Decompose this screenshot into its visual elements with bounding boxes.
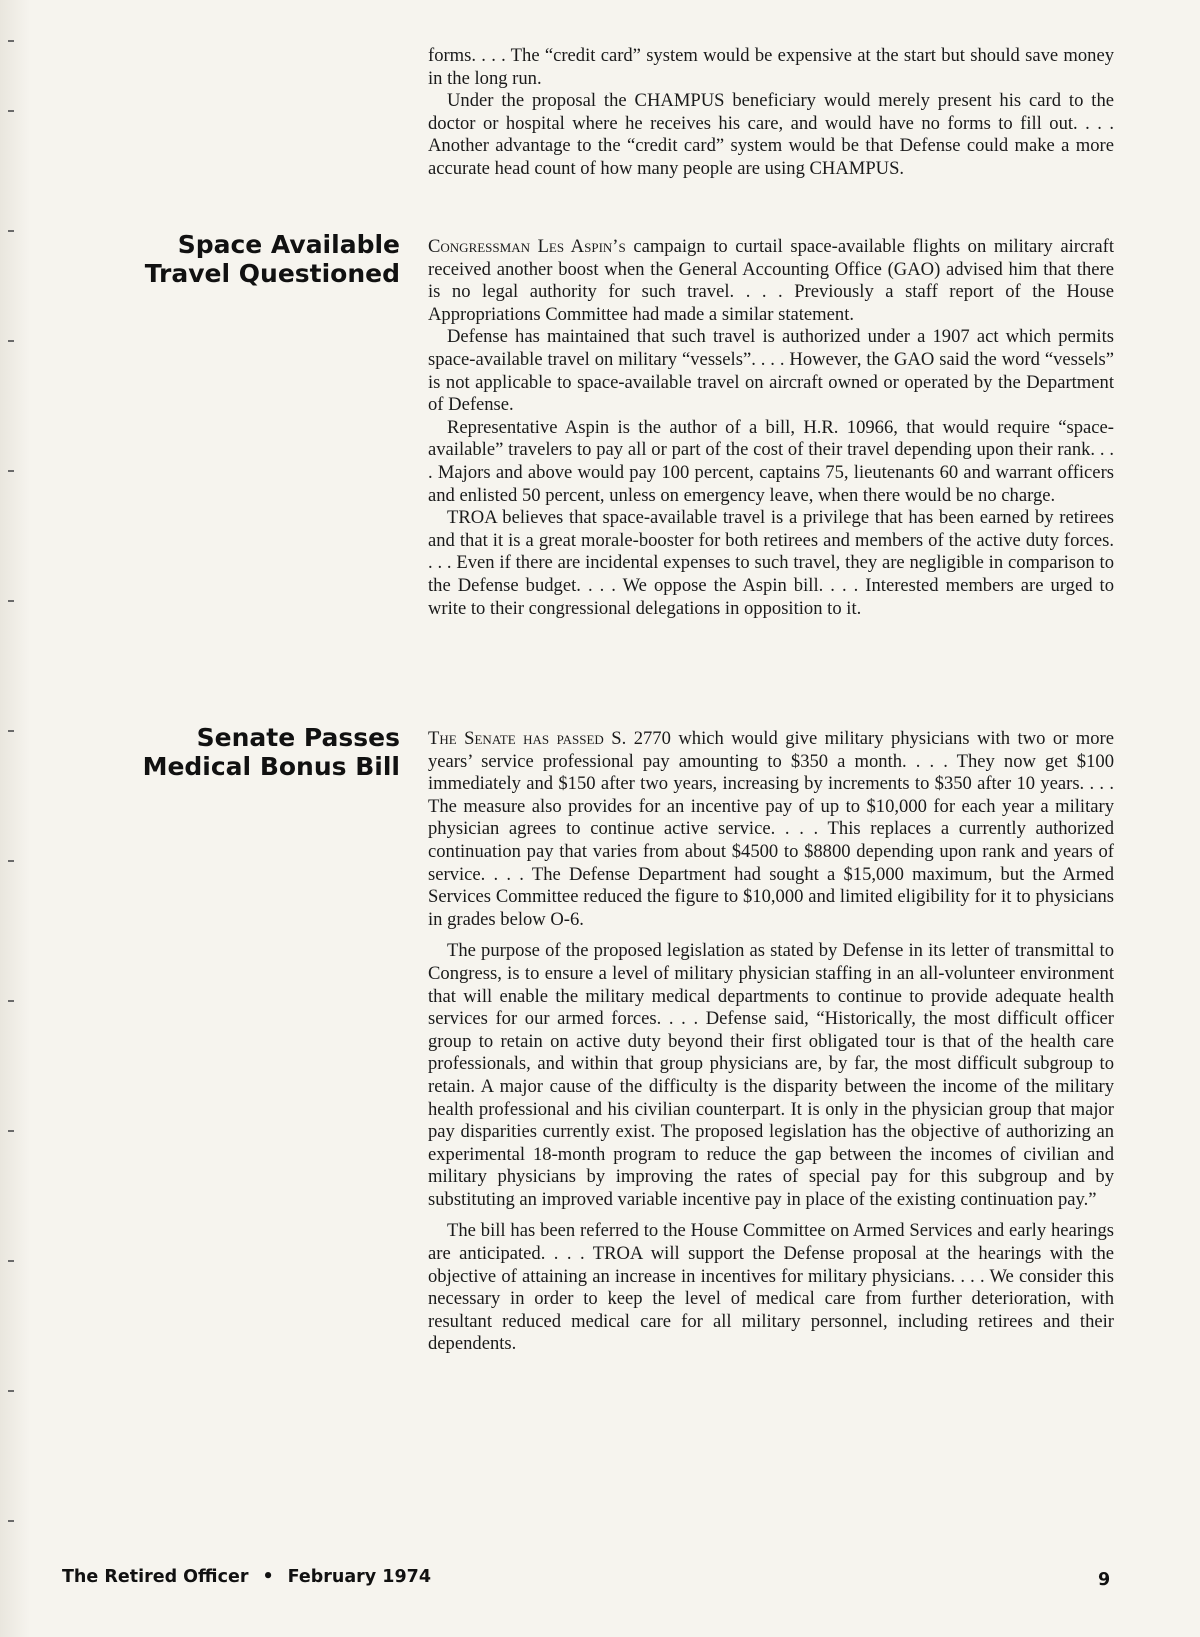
bullet-separator: • xyxy=(262,1567,274,1587)
paragraph: forms. . . . The “credit card” system would be expensive at the start but should save money in the long run. xyxy=(428,45,1114,89)
binding-mark xyxy=(8,40,14,42)
paragraph: Representative Aspin is the author of a bill, H.R. 10966, that would require “space-available” travelers to pay all or part of the cost of their travel depending upon their rank. . . . Majors and above would pay 100 percent, captains 75, lieutenants 60 and warrant officers and enlisted 50 percent, unless on emergency leave, when there would be no charge. xyxy=(428,416,1114,506)
page-number: 9 xyxy=(1098,1570,1111,1590)
section-headline-medical-bonus xyxy=(143,723,400,781)
paragraph: The purpose of the proposed legislation as stated by Defense in its letter of transmittal to Congress, is to ensure a level of military physician staffing in an all-volunteer environment that will enable the military medical departments to continue to provide adequate health services for our armed forces. . . . Defense said, “Historically, the most difficult officer group to retain on active duty beyond their first obligated tour is that of the health care professionals, and within that group physicians are, by far, the most difficult subgroup to retain. A major cause of the difficulty is the disparity between the income of the military health professional and his civilian counterpart. It is only in the physician group that major pay disparities currently exist. The proposed legislation has the objective of authorizing an experimental 18-month program to reduce the gap between the incomes of civilian and military physicians by improving the rates of special pay for this subgroup and by substituting an improved variable incentive pay in place of the existing continuation pay.” xyxy=(428,940,1114,1210)
page-footer xyxy=(62,1567,431,1587)
article-space-available xyxy=(428,236,1114,620)
paragraph-text: campaign to curtail space-available flights on military aircraft received another boost when the General Accounting Office (GAO) advised him that there is no legal authority for such travel. . . . Previously a staff report of the House Appropriations Committee had made a similar statement. xyxy=(428,236,1114,325)
binding-mark xyxy=(8,600,14,602)
paragraph-text: S. 2770 which would give military physicians with two or more years’ service professional pay amounting to $350 a month. . . . They now get $100 immediately and $150 after two years, increasing by increments to $350 after 10 years. . . . The measure also provides for an incentive pay of up to $10,000 for each year a military physician agrees to continue active service. . . . This replaces a currently authorized continuation pay that varies from about $4500 to $8800 depending upon rank and years of service. . . . The Defense Department had sought a $15,000 maximum, but the Armed Services Committee reduced the figure to $10,000 and limited eligibility for it to physicians in grades below O-6. xyxy=(428,728,1114,930)
lead-in: The Senate has passed xyxy=(428,728,604,749)
paragraph xyxy=(428,728,1114,931)
article-medical-bonus xyxy=(428,728,1114,1356)
binding-mark xyxy=(8,1520,14,1522)
paragraph xyxy=(428,236,1114,326)
publication-title: The Retired Officer xyxy=(62,1567,249,1587)
binding-mark xyxy=(8,1000,14,1002)
binding-mark xyxy=(8,860,14,862)
binding-mark xyxy=(8,1130,14,1132)
binding-mark xyxy=(8,340,14,342)
binding-mark xyxy=(8,1260,14,1262)
headline-line: Medical Bonus Bill xyxy=(142,752,400,781)
binding-mark xyxy=(8,470,14,472)
binding-mark xyxy=(8,230,14,232)
binding-mark xyxy=(8,110,14,112)
binding-mark xyxy=(8,1390,14,1392)
binding-mark xyxy=(8,730,14,732)
issue-date: February 1974 xyxy=(287,1567,432,1587)
continued-article xyxy=(428,45,1114,181)
paragraph: The bill has been referred to the House Committee on Armed Services and early hearings are anticipated. . . . TROA will support the Defense proposal at the hearings with the objective of attaining an increase in incentives for military physicians. . . . We consider this necessary in order to keep the level of medical care from further deterioration, with resultant reduced medical care for all military personnel, including retirees and their dependents. xyxy=(428,1220,1114,1355)
headline-line: Senate Passes xyxy=(196,723,400,752)
headline-line: Space Available xyxy=(177,230,400,259)
paragraph: Defense has maintained that such travel is authorized under a 1907 act which permits space-available travel on military “vessels”. . . . However, the GAO said the word “vessels” is not applicable to space-available travel on aircraft owned or operated by the Department of Defense. xyxy=(428,326,1114,416)
binding-edge xyxy=(0,0,30,1637)
lead-in: Congressman Les Aspin’s xyxy=(428,236,626,257)
section-headline-space-available xyxy=(145,230,400,288)
paragraph: Under the proposal the CHAMPUS beneficiary would merely present his card to the doctor or hospital where he receives his care, and would have no forms to fill out. . . . Another advantage to the “credit card” system would be that Defense could make a more accurate head count of how many people are using CHAMPUS. xyxy=(428,90,1114,179)
headline-line: Travel Questioned xyxy=(144,259,400,288)
paragraph: TROA believes that space-available travel is a privilege that has been earned by retirees and that it is a great morale-booster for both retirees and members of the active duty forces. . . . Even if there are incidental expenses to such travel, they are negligible in comparison to the Defense budget. . . . We oppose the Aspin bill. . . . Interested members are urged to write to their congressional delegations in opposition to it. xyxy=(428,507,1114,619)
